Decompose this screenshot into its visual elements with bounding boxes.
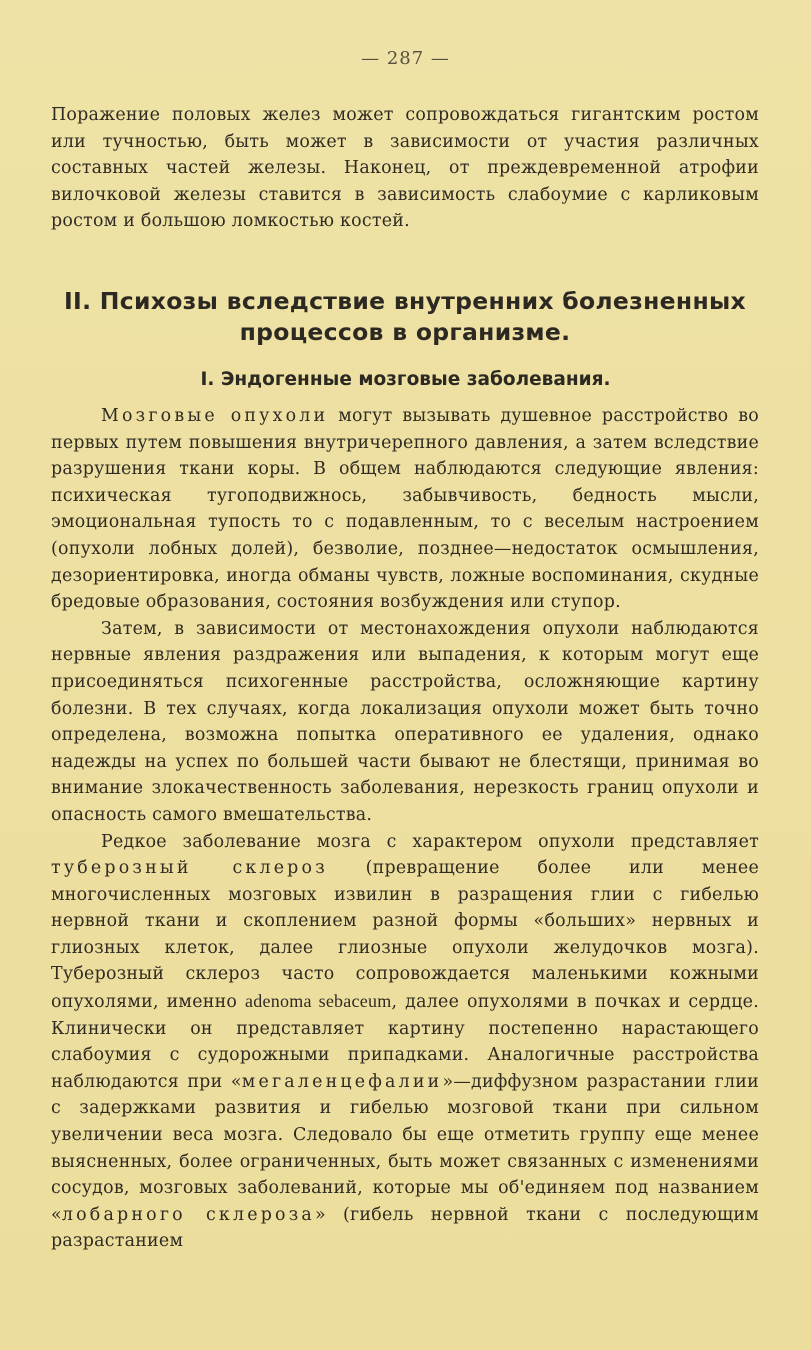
paragraph-brain-tumors [51,403,759,616]
paragraph-part-4: »—диффузном разрастании глии с задержками развития и гибелью мозговой ткани при сильном увеличении веса мозга. Следовало бы еще отметить группу еще менее выясненных, более ограниченных, быть может связанных с изменениями сосудов, мозговых заболеваний, которые мы об'единяем под названием « [51,1071,759,1225]
subsection-title: I. Эндогенные мозговые заболевания. [200,369,611,390]
term-tuberous-sclerosis: туберозный склероз [51,858,328,879]
section-title-line-2: процессов в организме. [239,318,571,346]
paragraph-part-3: , далее опухолями в почках и сердце. Клинически он представляет картину постепенно нарастающего слабоумия с судорожными припадками. Аналогичные расстройства наблюдаются при « [51,992,759,1092]
intro-paragraph-block [51,102,759,235]
body-text [51,403,759,1255]
term-lobar-sclerosis: лобарного склероза [61,1204,315,1225]
paragraph-localization: Затем, в зависимости от местонахождения опухоли наблюдаются нервные явления раздражения или выпадения, к которым могут еще присоединяться психогенные расстройства, осложняющие картину болезни. В тех случаях, когда локализация опухоли может быть точно определена, возможна попытка оперативного ее удаления, однако надежды на успех по большей части бывают не блестящи, принимая во внимание злокачественность заболевания, нерезкость границ опухоли и опасность самого вмешательства. [51,618,759,825]
term-brain-tumors: Мозговые опухоли [101,406,329,426]
latin-term-adenoma: adenoma sebaceum [245,991,392,1012]
term-megalencephaly: мегаленцефалии [241,1071,443,1092]
page-number: — 287 — [361,48,450,69]
paragraph-tuberous-sclerosis [51,829,759,1256]
section-title-line-1: II. Психозы вследствие внутренних болезненных [64,287,746,315]
paragraph-part-1: Редкое заболевание мозга с характером опухоли представляет [101,831,759,852]
intro-paragraph: Поражение половых желез может сопровождаться гигантским ростом или тучностью, быть может в зависимости от участия различных составных частей железы. Наконец, от преждевременной атрофии вилочковой железы ставится в зависимость слабоумие с карликовым ростом и большою ломкостью костей. [51,105,759,232]
paragraph-part-2: (превращение более или менее многочисленных мозговых извилин в разращения глии с гибелью нервной ткани и скоплением разной формы «больших» нервных и глиозных клеток, далее глиозные опухоли желудочков мозга). Туберозный склероз часто сопровождается маленькими кожными опухолями, именно [51,858,759,1013]
paragraph-brain-tumors-text: могут вызывать душевное расстройство во первых путем повышения внутричерепного давления, а затем вследствие разрушения ткани коры. В общем наблюдаются следующие явления: психическая тугоподвижнось, забывчивость, бедность мысли, эмоциональная тупость то с подавленным, то с веселым настроением (опухоли лобных долей), безволие, позднее—недостаток осмышления, дезориентировка, иногда обманы чувств, ложные воспоминания, скудные бредовые образования, состояния возбуждения или ступор. [51,406,759,613]
section-title [40,286,770,348]
paragraph-part-5: » (гибель нервной ткани с последующим разрастанием [51,1204,759,1252]
